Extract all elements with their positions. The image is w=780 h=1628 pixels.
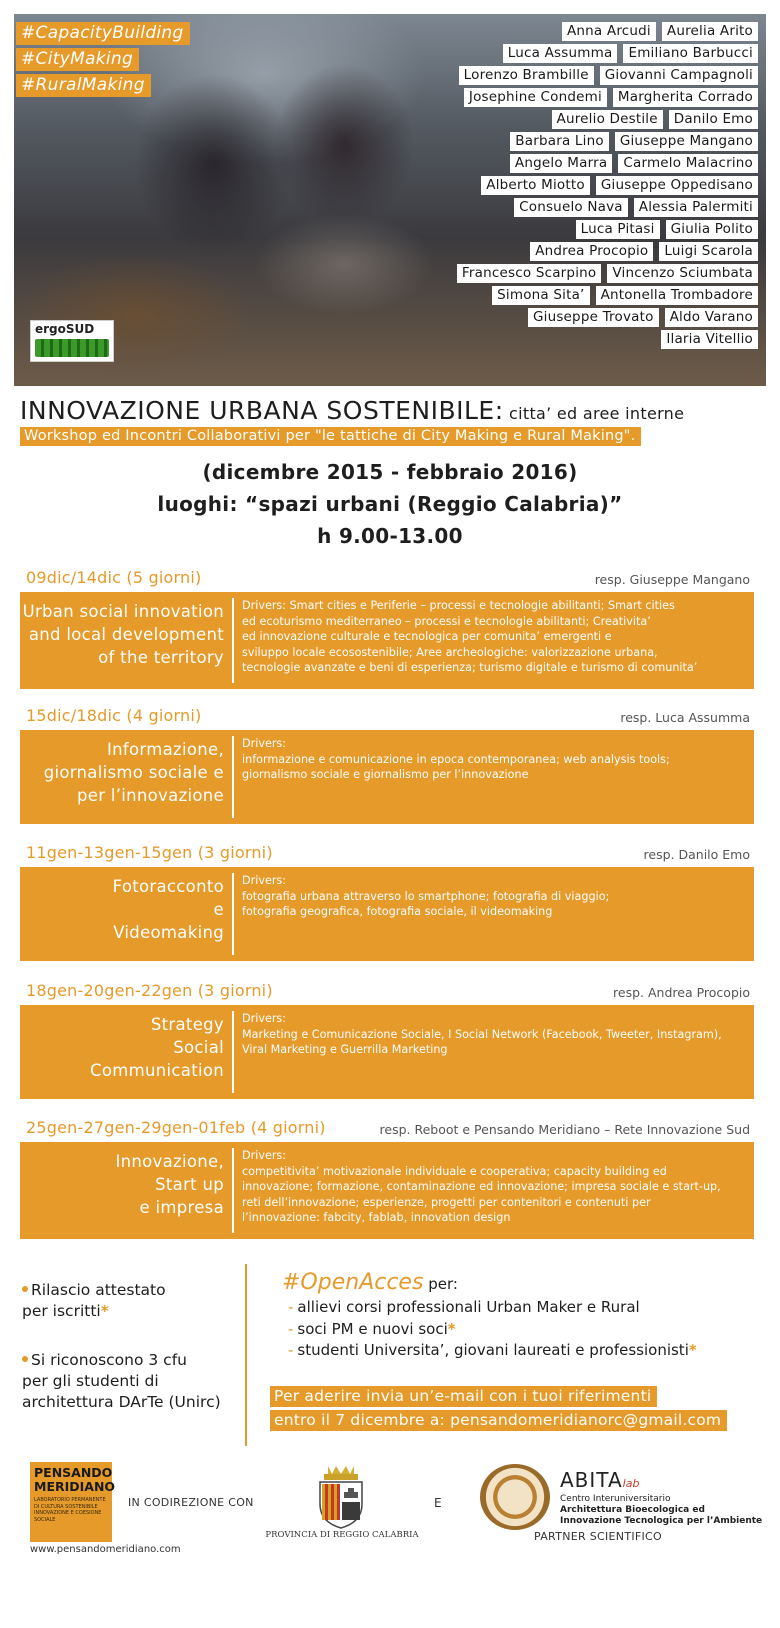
open-access-hashtag: #OpenAcces	[282, 1270, 424, 1295]
list-item: - studenti Universita’, giovani laureati e professionisti*	[288, 1341, 697, 1359]
workshop-dates: 18gen-20gen-22gen (3 giorni)	[26, 981, 273, 1000]
provincia-crest-icon	[310, 1462, 372, 1530]
workshop-detail-line: ed ecoturismo mediterraneo – processi e tecnologie abilitanti; Creativita’	[242, 614, 651, 628]
page-title-main: INNOVAZIONE URBANA SOSTENIBILE:	[20, 396, 504, 425]
workshop-topic	[20, 1005, 232, 1099]
workshop-detail-line: informazione e comunicazione in epoca contemporanea; web analysis tools;	[242, 752, 670, 766]
list-item: - soci PM e nuovi soci*	[288, 1319, 456, 1338]
participant-name: Vincenzo Sciumbata	[607, 264, 758, 283]
abita-line-1: Centro Interuniversitario	[560, 1494, 671, 1504]
participant-name: Lorenzo Brambille	[459, 66, 594, 85]
open-access-title	[282, 1270, 458, 1295]
abita-line-3: Innovazione Tecnologica per l’Ambiente	[560, 1516, 763, 1526]
hashtag-list	[16, 22, 190, 100]
workshop-detail-line: reti dell’innovazione; esperienze, progetti per contenitori e contenuti per	[242, 1195, 651, 1209]
workshop-dates: 25gen-27gen-29gen-01feb (4 giorni)	[26, 1118, 326, 1137]
workshop-responsible: resp. Andrea Procopio	[613, 985, 750, 1000]
name-row	[438, 44, 758, 63]
workshop-topic	[20, 592, 232, 689]
ergosud-logo	[30, 320, 114, 362]
participant-name: Consuelo Nava	[514, 198, 628, 217]
workshop-detail-line: Viral Marketing e Guerrilla Marketing	[242, 1043, 448, 1056]
workshop-topic-line: per l’innovazione	[76, 786, 224, 805]
name-row	[438, 242, 758, 261]
participant-name: Josephine Condemi	[464, 88, 607, 107]
workshop-detail-line: tecnologie avanzate e beni di esperienza; turismo digitale e turismo di comunita’	[242, 661, 698, 674]
workshop-detail-line: l’innovazione: fabcity, fablab, innovation design	[242, 1211, 511, 1224]
name-row	[438, 220, 758, 239]
page-title	[20, 396, 684, 425]
workshop-topic-line: Fotoracconto	[112, 877, 224, 896]
participant-names	[438, 22, 758, 352]
workshop-detail-line: Drivers:	[242, 1149, 287, 1162]
event-dates: (dicembre 2015 - febbraio 2016)	[202, 460, 578, 484]
workshop-header	[26, 706, 750, 728]
attestato-line-2: per iscritti	[22, 1302, 101, 1320]
bullet-dot	[22, 1356, 28, 1362]
workshop-topic-line: Videomaking	[113, 923, 224, 942]
workshop-detail-line: Drivers:	[242, 1012, 287, 1025]
list-item: - allievi corsi professionali Urban Maker e Rural	[288, 1298, 640, 1316]
participant-name: Anna Arcudi	[562, 22, 656, 41]
workshop-detail-line: competitivita’ motivazionale individuale e cooperativa; capacity building ed	[242, 1164, 667, 1178]
workshop-topic-line: Social	[173, 1038, 224, 1057]
abita-line-2: Architettura Bioecologica ed	[560, 1505, 705, 1515]
participant-name: Giuseppe Trovato	[528, 308, 659, 327]
name-row	[438, 110, 758, 129]
event-places: luoghi: “spazi urbani (Reggio Calabria)”	[157, 492, 623, 516]
conjunction-e: E	[434, 1496, 442, 1510]
participant-name: Giovanni Campagnoli	[600, 66, 758, 85]
ergosud-logo-text: ergoSUD	[35, 322, 95, 336]
workshop-card	[20, 867, 754, 961]
workshop-card	[20, 1142, 754, 1239]
participant-name: Aldo Varano	[665, 308, 758, 327]
hashtag: #CapacityBuilding	[16, 22, 190, 45]
workshop-details	[234, 1005, 730, 1099]
page-subtitle: Workshop ed Incontri Collaborativi per "le tattiche di City Making e Rural Making".	[20, 427, 641, 446]
participant-name: Angelo Marra	[510, 154, 612, 173]
workshop-card	[20, 730, 754, 824]
participant-name: Giulia Polito	[666, 220, 758, 239]
workshop-details	[234, 730, 678, 824]
workshop-topic-line: giornalismo sociale e	[43, 763, 224, 782]
workshop-topic-line: Communication	[90, 1061, 224, 1080]
workshop-topic-line: and local development	[28, 625, 224, 644]
workshop-detail-line: innovazione; formazione, contaminazione ed innovazione; impresa sociale e start-up,	[242, 1180, 721, 1193]
participant-name: Antonella Trombadore	[596, 286, 758, 305]
header-photo	[14, 14, 766, 386]
participant-name: Luca Pitasi	[576, 220, 660, 239]
name-row	[438, 22, 758, 41]
workshop-responsible: resp. Luca Assumma	[620, 710, 750, 725]
workshop-responsible: resp. Reboot e Pensando Meridiano – Rete Innovazione Sud	[379, 1122, 750, 1137]
participant-name: Giuseppe Oppedisano	[596, 176, 758, 195]
workshop-dates: 15dic/18dic (4 giorni)	[26, 706, 202, 725]
workshop-responsible: resp. Giuseppe Mangano	[594, 572, 750, 587]
pm-website-link[interactable]: www.pensandomeridiano.com	[30, 1544, 181, 1555]
workshop-details	[234, 592, 705, 689]
workshop-topic	[20, 730, 232, 824]
partner-label: PARTNER SCIENTIFICO	[534, 1530, 662, 1543]
workshop-topic-line: Strategy	[150, 1015, 224, 1034]
abita-description	[560, 1494, 762, 1527]
participant-name: Luca Assumma	[503, 44, 618, 63]
participant-name: Danilo Emo	[669, 110, 758, 129]
workshop-topic-line: of the territory	[98, 648, 224, 667]
attestato-note	[22, 1280, 166, 1322]
participant-name: Andrea Procopio	[530, 242, 653, 261]
workshop-responsible: resp. Danilo Emo	[643, 847, 750, 862]
provincia-label: PROVINCIA DI REGGIO CALABRIA	[265, 1530, 419, 1540]
workshop-detail-line: ed innovazione culturale e tecnologica per comunita’ emergenti e	[242, 630, 612, 643]
participant-name: Giuseppe Mangano	[615, 132, 758, 151]
workshop-detail-line: fotografia urbana attraverso lo smartphone; fotografia di viaggio;	[242, 889, 610, 903]
name-row	[438, 286, 758, 305]
workshop-detail-line: Marketing e Comunicazione Sociale, I Social Network (Facebook, Tweeter, Instagram),	[242, 1027, 722, 1041]
name-row	[438, 264, 758, 283]
workshop-card	[20, 1005, 754, 1099]
workshop-detail-line: Drivers:	[242, 737, 287, 750]
workshop-details	[234, 867, 617, 961]
event-hours: h 9.00-13.00	[317, 524, 463, 548]
workshop-detail-line: fotografia geografica, fotografia sociale, il videomaking	[242, 905, 553, 918]
ergosud-logo-graphic	[35, 339, 109, 357]
participant-name: Carmelo Malacrino	[618, 154, 758, 173]
hashtag: #RuralMaking	[16, 74, 151, 97]
participant-name: Luigi Scarola	[659, 242, 758, 261]
abita-lab: lab	[622, 1477, 640, 1490]
name-row	[438, 66, 758, 85]
participant-name: Francesco Scarpino	[457, 264, 601, 283]
attestato-line-1: Rilascio attestato	[31, 1281, 166, 1299]
asterisk: *	[100, 1302, 109, 1320]
name-row	[438, 154, 758, 173]
pm-logo-subtitle: LABORATORIO PERMANENTE DI CULTURA SOSTENIBILE INNOVAZIONE E COESIONE SOCIALE	[34, 1497, 106, 1523]
participant-name: Ilaria Vitellio	[661, 330, 758, 349]
page-title-suffix: citta’ ed aree interne	[503, 404, 685, 423]
abita-seal-icon	[480, 1464, 550, 1530]
workshop-topic-line: Innovazione,	[115, 1152, 224, 1171]
abita-logo-title	[560, 1468, 639, 1492]
cfu-line-2: per gli studenti di	[22, 1372, 159, 1390]
name-row	[438, 176, 758, 195]
join-instructions-line-2[interactable]: entro il 7 dicembre a: pensandomeridianorc@gmail.com	[270, 1410, 727, 1431]
workshop-dates: 11gen-13gen-15gen (3 giorni)	[26, 843, 273, 862]
participant-name: Margherita Corrado	[613, 88, 758, 107]
workshop-header	[26, 981, 750, 1003]
open-access-per: per:	[423, 1275, 458, 1293]
workshop-card	[20, 592, 754, 689]
pensando-meridiano-logo	[30, 1462, 116, 1542]
workshop-topic-line: e	[213, 900, 224, 919]
workshop-topic-line: e impresa	[139, 1198, 224, 1217]
workshop-topic-line: Start up	[155, 1175, 224, 1194]
workshop-header	[26, 843, 750, 865]
hashtag: #CityMaking	[16, 48, 139, 71]
codirezione-label: IN CODIREZIONE CON	[128, 1496, 254, 1509]
cfu-line-3: architettura DArTe (Unirc)	[22, 1393, 221, 1411]
workshop-detail-line: giornalismo sociale e giornalismo per l’innovazione	[242, 768, 529, 781]
workshop-detail-line: sviluppo locale ecosostenibile; Aree archeologiche: valorizzazione urbana,	[242, 645, 658, 659]
asterisk: *	[688, 1341, 697, 1359]
name-row	[438, 88, 758, 107]
name-row	[438, 308, 758, 327]
join-instructions-line-1: Per aderire invia un’e-mail con i tuoi riferimenti	[270, 1386, 657, 1407]
name-row	[438, 330, 758, 349]
pm-logo-name: PENSANDO MERIDIANO	[34, 1465, 116, 1494]
asterisk: *	[447, 1319, 456, 1338]
abita-name: ABITA	[560, 1468, 623, 1492]
participant-name: Emiliano Barbucci	[623, 44, 758, 63]
workshop-detail-line: Drivers:	[242, 874, 287, 887]
workshop-topic	[20, 867, 232, 961]
participant-name: Barbara Lino	[510, 132, 609, 151]
cfu-line-1: Si riconoscono 3 cfu	[31, 1351, 187, 1369]
workshop-topic-line: Urban social innovation	[22, 602, 224, 621]
bullet-dot	[22, 1286, 28, 1292]
name-row	[438, 198, 758, 217]
workshop-topic-line: Informazione,	[107, 740, 224, 759]
workshop-details	[234, 1142, 729, 1239]
name-row	[438, 132, 758, 151]
workshop-topic	[20, 1142, 232, 1239]
vertical-divider	[245, 1264, 247, 1446]
workshop-header	[26, 1118, 750, 1140]
workshop-header	[26, 568, 750, 590]
participant-name: Aurelia Arito	[662, 22, 758, 41]
participant-name: Aurelio Destile	[552, 110, 663, 129]
open-access-list	[288, 1297, 697, 1362]
participant-name: Simona Sita’	[492, 286, 589, 305]
workshop-dates: 09dic/14dic (5 giorni)	[26, 568, 202, 587]
participant-name: Alberto Miotto	[481, 176, 590, 195]
cfu-note	[22, 1350, 221, 1413]
workshop-detail-line: Drivers: Smart cities e Periferie – processi e tecnologie abilitanti; Smart cities	[242, 599, 675, 612]
participant-name: Alessia Palermiti	[634, 198, 758, 217]
